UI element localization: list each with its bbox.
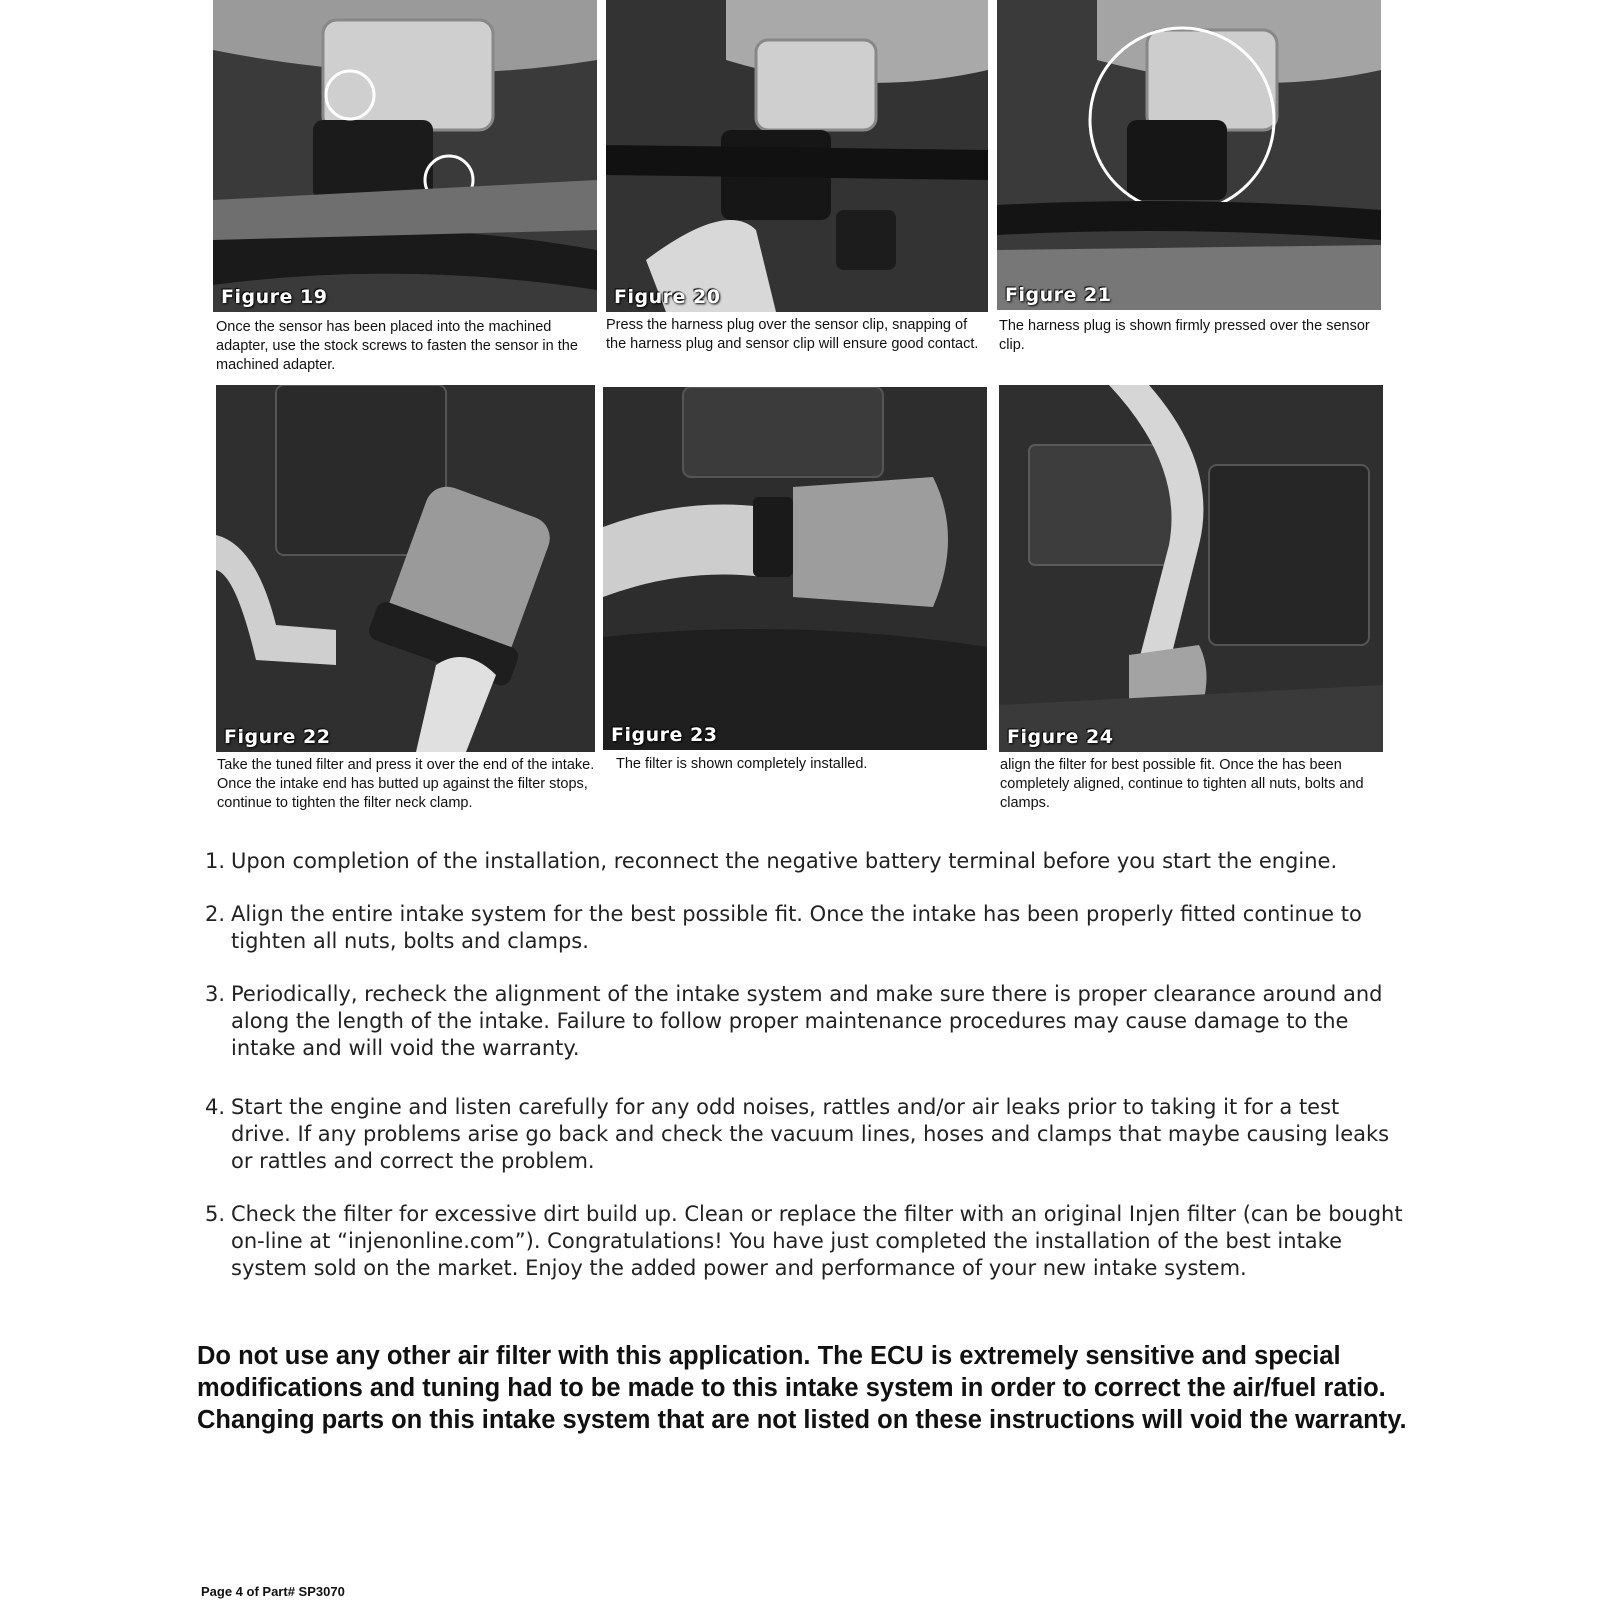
figure-21	[997, 0, 1381, 310]
figure-23-caption: The filter is shown completely installed.	[616, 756, 868, 772]
figure-24-caption: align the filter for best possible fit. Once the has been completely aligned, continue to tighten all nuts, bolts and clamps.	[1000, 757, 1364, 811]
figure-label: Figure 21	[1005, 284, 1112, 306]
figure-label: Figure 23	[611, 724, 718, 746]
figure-19-photo	[213, 0, 597, 312]
step-item	[205, 901, 1405, 955]
step-number: 2.	[205, 902, 226, 926]
figure-22-photo	[216, 385, 595, 752]
figure-20-photo	[606, 0, 988, 312]
figure-label: Figure 22	[224, 726, 331, 748]
figure-23-photo	[603, 387, 987, 750]
figure-label: Figure 24	[1007, 726, 1114, 748]
figure-label: Figure 20	[614, 286, 721, 308]
figure-21-photo	[997, 0, 1381, 310]
step-text: Check the filter for excessive dirt build up. Clean or replace the filter with an original Injen filter (can be bought on-line at “injenonline.com”). Congratulations! You have just completed the installation of the best intake system sold on the market. Enjoy the added power and performance of your new intake system.	[231, 1202, 1403, 1280]
figure-24-photo	[999, 385, 1383, 752]
figure-20-caption: Press the harness plug over the sensor clip, snapping of the harness plug and sensor clip will ensure good contact.	[606, 317, 979, 352]
step-number: 5.	[205, 1202, 226, 1226]
step-number: 3.	[205, 982, 226, 1006]
step-item	[205, 848, 1405, 875]
figure-22	[216, 385, 595, 752]
step-item	[205, 981, 1405, 1062]
figure-label: Figure 19	[221, 286, 328, 308]
warranty-warning: Do not use any other air filter with this application. The ECU is extremely sensitive and special modifications and tuning had to be made to this intake system in order to correct the air/fuel ratio. Changing parts on this intake system that are not listed on these instructions will void the warranty.	[197, 1342, 1407, 1434]
step-text: Align the entire intake system for the best possible fit. Once the intake has been properly fitted continue to tighten all nuts, bolts and clamps.	[231, 902, 1362, 953]
step-text: Start the engine and listen carefully for any odd noises, rattles and/or air leaks prior to taking it for a test drive. If any problems arise go back and check the vacuum lines, hoses and clamps that maybe causing leaks or rattles and correct the problem.	[231, 1095, 1390, 1173]
step-text: Periodically, recheck the alignment of the intake system and make sure there is proper clearance around and along the length of the intake. Failure to follow proper maintenance procedures may cause damage to the intake and will void the warranty.	[231, 982, 1383, 1060]
figure-21-caption: The harness plug is shown firmly pressed over the sensor clip.	[999, 318, 1370, 353]
figure-19	[213, 0, 597, 312]
instruction-steps	[205, 848, 1405, 1282]
step-text: Upon completion of the installation, reconnect the negative battery terminal before you start the engine.	[231, 849, 1338, 873]
figure-20	[606, 0, 988, 312]
figure-19-caption: Once the sensor has been placed into the machined adapter, use the stock screws to fasten the sensor in the machined adapter.	[216, 319, 578, 373]
step-item	[205, 1094, 1405, 1175]
step-number: 1.	[205, 849, 226, 873]
page-footer: Page 4 of Part# SP3070	[201, 1584, 345, 1599]
step-number: 4.	[205, 1095, 226, 1119]
figure-24	[999, 385, 1383, 752]
step-item	[205, 1201, 1405, 1282]
figure-23	[603, 387, 987, 750]
figure-22-caption: Take the tuned filter and press it over the end of the intake. Once the intake end has butted up against the filter stops, continue to tighten the filter neck clamp.	[217, 757, 595, 811]
